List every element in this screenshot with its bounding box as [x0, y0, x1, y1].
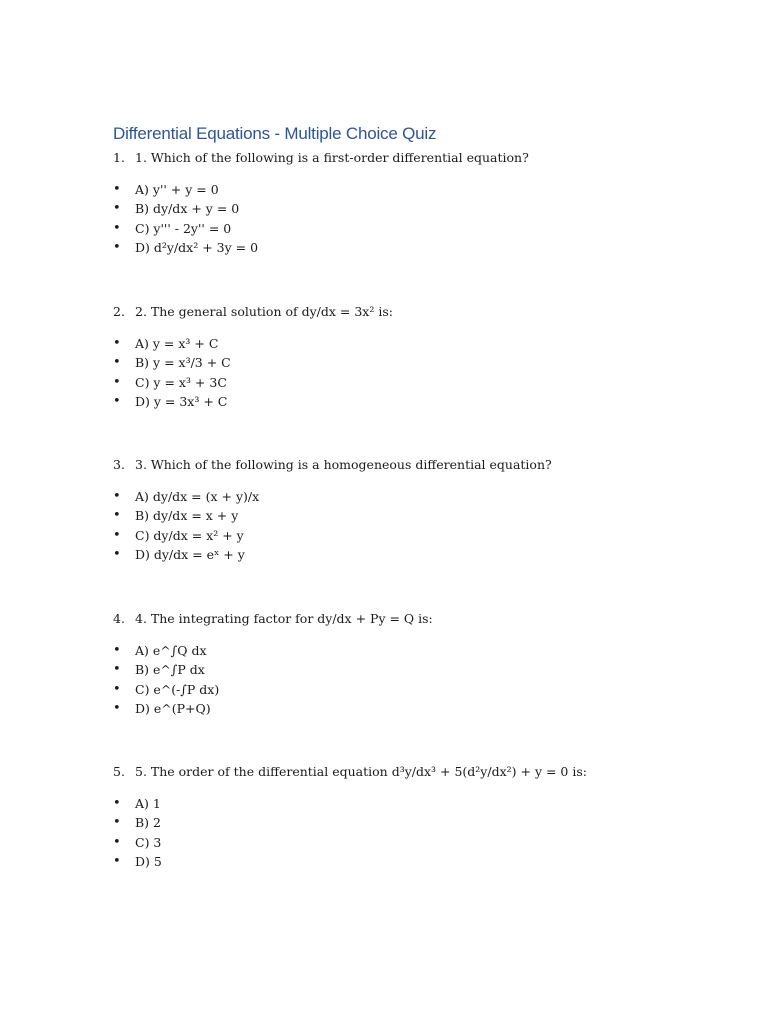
bullet-icon: •	[113, 546, 121, 562]
bullet-icon: •	[113, 815, 121, 831]
option-item	[113, 487, 733, 506]
question-text: 4. The integrating factor for dy/dx + Py = Q is:	[135, 611, 433, 626]
bullet-icon: •	[113, 681, 121, 697]
question-line	[113, 303, 733, 321]
bullet-icon: •	[113, 796, 121, 811]
question-line	[113, 149, 733, 167]
option-text: D) e^(P+Q)	[135, 700, 211, 716]
question-text: 1. Which of the following is a first-order differential equation?	[135, 150, 529, 165]
question-text: 5. The order of the differential equation d³y/dx³ + 5(d²y/dx²) + y = 0 is:	[135, 764, 587, 779]
option-item	[113, 680, 733, 699]
bullet-icon: •	[113, 662, 121, 678]
option-item	[113, 373, 733, 392]
option-text: A) e^∫Q dx	[135, 643, 207, 658]
option-item	[113, 813, 733, 832]
bullet-icon: •	[113, 201, 121, 217]
option-text: B) y = x³/3 + C	[135, 355, 231, 371]
question-3	[113, 456, 733, 564]
option-item	[113, 238, 733, 257]
question-2	[113, 303, 733, 411]
bullet-icon: •	[113, 393, 121, 409]
option-text: C) e^(-∫P dx)	[135, 681, 220, 697]
option-item	[113, 833, 733, 852]
bullet-icon: •	[113, 700, 121, 716]
question-number: 3.	[113, 457, 125, 472]
option-text: D) 5	[135, 853, 162, 869]
question-line	[113, 763, 733, 781]
bullet-icon: •	[113, 853, 121, 869]
option-text: D) d²y/dx² + 3y = 0	[135, 239, 259, 255]
question-4	[113, 610, 733, 718]
question-number: 2.	[113, 304, 125, 319]
bullet-icon: •	[113, 834, 121, 850]
option-text: A) dy/dx = (x + y)/x	[135, 489, 260, 504]
bullet-icon: •	[113, 239, 121, 255]
option-text: B) e^∫P dx	[135, 662, 205, 678]
question-text: 3. Which of the following is a homogeneous differential equation?	[135, 457, 552, 472]
option-text: B) dy/dx = x + y	[135, 508, 239, 524]
bullet-icon: •	[113, 182, 121, 197]
option-item	[113, 660, 733, 679]
question-number: 5.	[113, 764, 125, 779]
option-text: D) dy/dx = eˣ + y	[135, 546, 245, 562]
question-5	[113, 763, 733, 871]
bullet-icon: •	[113, 643, 121, 658]
option-item	[113, 180, 733, 199]
option-text: B) 2	[135, 815, 161, 831]
option-item	[113, 506, 733, 525]
option-item	[113, 392, 733, 411]
bullet-icon: •	[113, 355, 121, 371]
option-text: A) y = x³ + C	[135, 336, 219, 351]
question-1	[113, 149, 733, 257]
option-text: B) dy/dx + y = 0	[135, 201, 240, 217]
option-item	[113, 794, 733, 813]
option-item	[113, 334, 733, 353]
option-item	[113, 199, 733, 218]
option-text: C) y''' - 2y'' = 0	[135, 220, 232, 236]
option-text: D) y = 3x³ + C	[135, 393, 228, 409]
bullet-icon: •	[113, 527, 121, 543]
bullet-icon: •	[113, 374, 121, 390]
option-text: C) 3	[135, 834, 162, 850]
question-line	[113, 610, 733, 628]
quiz-title: Differential Equations - Multiple Choice Quiz	[113, 124, 437, 143]
option-list	[113, 794, 733, 871]
option-text: C) y = x³ + 3C	[135, 374, 227, 390]
question-number: 4.	[113, 611, 125, 626]
question-line	[113, 456, 733, 474]
option-item	[113, 699, 733, 718]
option-item	[113, 641, 733, 660]
option-list	[113, 180, 733, 257]
option-item	[113, 852, 733, 871]
question-number: 1.	[113, 150, 125, 165]
bullet-icon: •	[113, 489, 121, 504]
option-list	[113, 487, 733, 564]
option-text: A) 1	[135, 796, 161, 811]
bullet-icon: •	[113, 220, 121, 236]
option-text: A) y'' + y = 0	[135, 182, 219, 197]
option-item	[113, 545, 733, 564]
option-list	[113, 641, 733, 718]
question-text: 2. The general solution of dy/dx = 3x² is:	[135, 304, 393, 319]
option-item	[113, 353, 733, 372]
bullet-icon: •	[113, 508, 121, 524]
option-item	[113, 526, 733, 545]
option-text: C) dy/dx = x² + y	[135, 527, 244, 543]
option-item	[113, 219, 733, 238]
option-list	[113, 334, 733, 411]
bullet-icon: •	[113, 336, 121, 351]
